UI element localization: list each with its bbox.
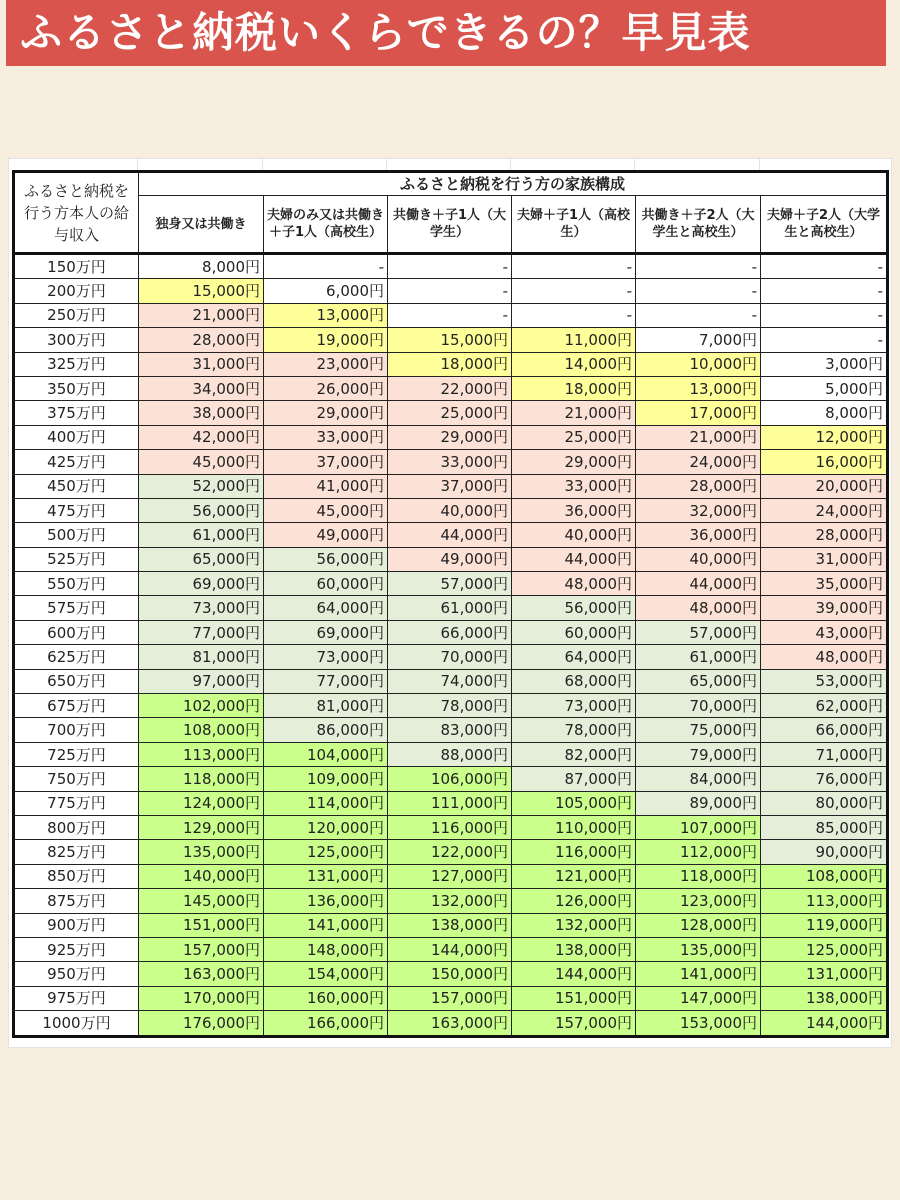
amount-cell: 88,000円 [388, 742, 512, 766]
table-row [14, 303, 888, 327]
amount-cell: 10,000円 [636, 352, 761, 376]
amount-cell: 138,000円 [388, 913, 512, 937]
amount-cell: 157,000円 [388, 986, 512, 1010]
amount-cell: - [761, 303, 888, 327]
amount-cell: 111,000円 [388, 791, 512, 815]
income-cell: 150万円 [14, 254, 139, 279]
amount-cell: 132,000円 [388, 889, 512, 913]
table-row [14, 986, 888, 1010]
amount-cell: 45,000円 [264, 498, 388, 522]
amount-cell: 18,000円 [388, 352, 512, 376]
amount-cell: 31,000円 [139, 352, 264, 376]
amount-cell: 43,000円 [761, 620, 888, 644]
amount-cell: 33,000円 [264, 425, 388, 449]
amount-cell: - [388, 254, 512, 279]
amount-cell: 77,000円 [139, 620, 264, 644]
amount-cell: - [388, 303, 512, 327]
amount-cell: 128,000円 [636, 913, 761, 937]
income-cell: 500万円 [14, 523, 139, 547]
amount-cell: 39,000円 [761, 596, 888, 620]
amount-cell: 25,000円 [512, 425, 636, 449]
amount-cell: 114,000円 [264, 791, 388, 815]
amount-cell: 56,000円 [512, 596, 636, 620]
income-cell: 325万円 [14, 352, 139, 376]
amount-cell: 37,000円 [388, 474, 512, 498]
amount-cell: 29,000円 [264, 401, 388, 425]
amount-cell: 147,000円 [636, 986, 761, 1010]
amount-cell: 45,000円 [139, 450, 264, 474]
amount-cell: 33,000円 [388, 450, 512, 474]
amount-cell: 6,000円 [264, 279, 388, 303]
amount-cell: 126,000円 [512, 889, 636, 913]
table-row [14, 669, 888, 693]
amount-cell: 20,000円 [761, 474, 888, 498]
column-header: 夫婦＋子1人（高校生） [512, 196, 636, 254]
amount-cell: 107,000円 [636, 815, 761, 839]
table-row [14, 1011, 888, 1036]
amount-cell: 69,000円 [264, 620, 388, 644]
amount-cell: 26,000円 [264, 376, 388, 400]
amount-cell: 36,000円 [636, 523, 761, 547]
amount-cell: 124,000円 [139, 791, 264, 815]
amount-cell: - [264, 254, 388, 279]
amount-cell: 74,000円 [388, 669, 512, 693]
amount-cell: 14,000円 [512, 352, 636, 376]
table-row [14, 376, 888, 400]
amount-cell: 44,000円 [512, 547, 636, 571]
amount-cell: 65,000円 [636, 669, 761, 693]
amount-cell: 166,000円 [264, 1011, 388, 1036]
amount-cell: 87,000円 [512, 767, 636, 791]
amount-cell: 16,000円 [761, 450, 888, 474]
table-row [14, 474, 888, 498]
amount-cell: 42,000円 [139, 425, 264, 449]
amount-cell: 85,000円 [761, 815, 888, 839]
amount-cell: 28,000円 [139, 328, 264, 352]
amount-cell: 97,000円 [139, 669, 264, 693]
sheet-gridline [262, 158, 263, 170]
table-row [14, 523, 888, 547]
income-cell: 675万円 [14, 694, 139, 718]
sheet-gridline [8, 158, 9, 1048]
amount-cell: 109,000円 [264, 767, 388, 791]
amount-cell: 140,000円 [139, 864, 264, 888]
amount-cell: 49,000円 [388, 547, 512, 571]
amount-cell: 78,000円 [388, 694, 512, 718]
table-body [14, 254, 888, 1037]
amount-cell: 170,000円 [139, 986, 264, 1010]
amount-cell: 110,000円 [512, 815, 636, 839]
amount-cell: 80,000円 [761, 791, 888, 815]
table-row [14, 572, 888, 596]
amount-cell: - [636, 254, 761, 279]
income-cell: 375万円 [14, 401, 139, 425]
amount-cell: 105,000円 [512, 791, 636, 815]
table-row [14, 254, 888, 279]
amount-cell: 135,000円 [636, 937, 761, 961]
amount-cell: 70,000円 [388, 645, 512, 669]
amount-cell: 131,000円 [761, 962, 888, 986]
amount-cell: 116,000円 [512, 840, 636, 864]
amount-cell: 61,000円 [636, 645, 761, 669]
table-row [14, 913, 888, 937]
amount-cell: 29,000円 [512, 450, 636, 474]
amount-cell: 21,000円 [512, 401, 636, 425]
amount-cell: 144,000円 [761, 1011, 888, 1036]
table-row [14, 767, 888, 791]
amount-cell: 163,000円 [139, 962, 264, 986]
table-row [14, 620, 888, 644]
amount-cell: 44,000円 [388, 523, 512, 547]
amount-cell: 57,000円 [636, 620, 761, 644]
sheet-gridline [759, 158, 760, 170]
amount-cell: 77,000円 [264, 669, 388, 693]
amount-cell: 89,000円 [636, 791, 761, 815]
income-cell: 475万円 [14, 498, 139, 522]
amount-cell: 61,000円 [139, 523, 264, 547]
amount-cell: 160,000円 [264, 986, 388, 1010]
page-title: ふるさと納税いくらできるの？早見表 [20, 8, 751, 57]
amount-cell: - [512, 303, 636, 327]
amount-cell: 125,000円 [761, 937, 888, 961]
amount-cell: 113,000円 [761, 889, 888, 913]
amount-cell: 150,000円 [388, 962, 512, 986]
amount-cell: 108,000円 [139, 718, 264, 742]
amount-cell: 21,000円 [636, 425, 761, 449]
amount-cell: 52,000円 [139, 474, 264, 498]
amount-cell: 61,000円 [388, 596, 512, 620]
income-cell: 400万円 [14, 425, 139, 449]
amount-cell: 131,000円 [264, 864, 388, 888]
amount-cell: - [761, 254, 888, 279]
table-row [14, 352, 888, 376]
amount-cell: 163,000円 [388, 1011, 512, 1036]
column-header: 夫婦のみ又は共働き＋子1人（高校生） [264, 196, 388, 254]
donation-table [12, 170, 889, 1038]
amount-cell: 151,000円 [512, 986, 636, 1010]
income-cell: 625万円 [14, 645, 139, 669]
amount-cell: 83,000円 [388, 718, 512, 742]
income-cell: 350万円 [14, 376, 139, 400]
amount-cell: 40,000円 [636, 547, 761, 571]
sheet-gridline [386, 158, 387, 170]
income-cell: 900万円 [14, 913, 139, 937]
amount-cell: 8,000円 [139, 254, 264, 279]
amount-cell: 22,000円 [388, 376, 512, 400]
amount-cell: 18,000円 [512, 376, 636, 400]
amount-cell: 136,000円 [264, 889, 388, 913]
amount-cell: 73,000円 [512, 694, 636, 718]
amount-cell: 148,000円 [264, 937, 388, 961]
amount-cell: 28,000円 [761, 523, 888, 547]
amount-cell: 81,000円 [139, 645, 264, 669]
amount-cell: 84,000円 [636, 767, 761, 791]
amount-cell: 118,000円 [139, 767, 264, 791]
amount-cell: 40,000円 [512, 523, 636, 547]
amount-cell: 25,000円 [388, 401, 512, 425]
income-cell: 200万円 [14, 279, 139, 303]
table-row [14, 596, 888, 620]
table-row [14, 645, 888, 669]
amount-cell: 113,000円 [139, 742, 264, 766]
amount-cell: 23,000円 [264, 352, 388, 376]
amount-cell: 34,000円 [139, 376, 264, 400]
amount-cell: 129,000円 [139, 815, 264, 839]
amount-cell: 73,000円 [264, 645, 388, 669]
amount-cell: 8,000円 [761, 401, 888, 425]
income-cell: 825万円 [14, 840, 139, 864]
amount-cell: 37,000円 [264, 450, 388, 474]
amount-cell: 44,000円 [636, 572, 761, 596]
amount-cell: 125,000円 [264, 840, 388, 864]
amount-cell: 35,000円 [761, 572, 888, 596]
amount-cell: 144,000円 [512, 962, 636, 986]
amount-cell: 48,000円 [761, 645, 888, 669]
amount-cell: 12,000円 [761, 425, 888, 449]
amount-cell: 78,000円 [512, 718, 636, 742]
table-row [14, 425, 888, 449]
amount-cell: - [761, 328, 888, 352]
amount-cell: 81,000円 [264, 694, 388, 718]
table-row [14, 718, 888, 742]
table-row [14, 840, 888, 864]
income-cell: 925万円 [14, 937, 139, 961]
amount-cell: 48,000円 [636, 596, 761, 620]
amount-cell: 7,000円 [636, 328, 761, 352]
amount-cell: 56,000円 [139, 498, 264, 522]
amount-cell: 121,000円 [512, 864, 636, 888]
income-cell: 775万円 [14, 791, 139, 815]
column-header: 独身又は共働き [139, 196, 264, 254]
amount-cell: 82,000円 [512, 742, 636, 766]
income-cell: 800万円 [14, 815, 139, 839]
amount-cell: 28,000円 [636, 474, 761, 498]
amount-cell: 66,000円 [761, 718, 888, 742]
amount-cell: - [761, 279, 888, 303]
amount-cell: 68,000円 [512, 669, 636, 693]
amount-cell: 24,000円 [636, 450, 761, 474]
table-row [14, 889, 888, 913]
amount-cell: 56,000円 [264, 547, 388, 571]
income-column-header: ふるさと納税を行う方本人の給与収入 [14, 172, 139, 254]
amount-cell: 64,000円 [512, 645, 636, 669]
amount-cell: 79,000円 [636, 742, 761, 766]
amount-cell: 71,000円 [761, 742, 888, 766]
amount-cell: 102,000円 [139, 694, 264, 718]
amount-cell: 119,000円 [761, 913, 888, 937]
amount-cell: 116,000円 [388, 815, 512, 839]
amount-cell: 13,000円 [636, 376, 761, 400]
income-cell: 300万円 [14, 328, 139, 352]
column-header: 共働き＋子1人（大学生） [388, 196, 512, 254]
amount-cell: 62,000円 [761, 694, 888, 718]
amount-cell: 48,000円 [512, 572, 636, 596]
sheet-gridline [510, 158, 511, 170]
amount-cell: 40,000円 [388, 498, 512, 522]
amount-cell: 138,000円 [512, 937, 636, 961]
amount-cell: 76,000円 [761, 767, 888, 791]
amount-cell: 15,000円 [388, 328, 512, 352]
amount-cell: 60,000円 [264, 572, 388, 596]
amount-cell: 64,000円 [264, 596, 388, 620]
amount-cell: 176,000円 [139, 1011, 264, 1036]
table-row [14, 937, 888, 961]
amount-cell: 141,000円 [636, 962, 761, 986]
sheet-gridline [891, 158, 892, 1048]
table-row [14, 694, 888, 718]
income-cell: 850万円 [14, 864, 139, 888]
table-row [14, 547, 888, 571]
amount-cell: 11,000円 [512, 328, 636, 352]
amount-cell: 17,000円 [636, 401, 761, 425]
amount-cell: 154,000円 [264, 962, 388, 986]
amount-cell: 36,000円 [512, 498, 636, 522]
table-row [14, 742, 888, 766]
table-row [14, 328, 888, 352]
amount-cell: 157,000円 [512, 1011, 636, 1036]
income-cell: 250万円 [14, 303, 139, 327]
amount-cell: 123,000円 [636, 889, 761, 913]
table-row [14, 450, 888, 474]
amount-cell: 29,000円 [388, 425, 512, 449]
table-row [14, 815, 888, 839]
income-cell: 600万円 [14, 620, 139, 644]
amount-cell: 153,000円 [636, 1011, 761, 1036]
income-cell: 700万円 [14, 718, 139, 742]
amount-cell: 135,000円 [139, 840, 264, 864]
amount-cell: 120,000円 [264, 815, 388, 839]
amount-cell: 19,000円 [264, 328, 388, 352]
amount-cell: 33,000円 [512, 474, 636, 498]
amount-cell: 69,000円 [139, 572, 264, 596]
amount-cell: 141,000円 [264, 913, 388, 937]
column-header: 共働き＋子2人（大学生と高校生） [636, 196, 761, 254]
amount-cell: 5,000円 [761, 376, 888, 400]
amount-cell: 53,000円 [761, 669, 888, 693]
amount-cell: 108,000円 [761, 864, 888, 888]
title-banner [6, 0, 886, 66]
table-row [14, 401, 888, 425]
amount-cell: - [512, 254, 636, 279]
income-cell: 525万円 [14, 547, 139, 571]
amount-cell: 38,000円 [139, 401, 264, 425]
amount-cell: 73,000円 [139, 596, 264, 620]
income-cell: 575万円 [14, 596, 139, 620]
income-cell: 950万円 [14, 962, 139, 986]
amount-cell: 60,000円 [512, 620, 636, 644]
amount-cell: 118,000円 [636, 864, 761, 888]
amount-cell: 122,000円 [388, 840, 512, 864]
income-cell: 875万円 [14, 889, 139, 913]
income-cell: 1000万円 [14, 1011, 139, 1036]
amount-cell: 21,000円 [139, 303, 264, 327]
table-row [14, 279, 888, 303]
income-cell: 725万円 [14, 742, 139, 766]
income-cell: 550万円 [14, 572, 139, 596]
amount-cell: - [388, 279, 512, 303]
table-row [14, 791, 888, 815]
amount-cell: 31,000円 [761, 547, 888, 571]
amount-cell: 70,000円 [636, 694, 761, 718]
income-cell: 975万円 [14, 986, 139, 1010]
sheet-gridline [8, 1047, 892, 1048]
amount-cell: 90,000円 [761, 840, 888, 864]
income-cell: 650万円 [14, 669, 139, 693]
amount-cell: 86,000円 [264, 718, 388, 742]
table-row [14, 962, 888, 986]
column-header: 夫婦＋子2人（大学生と高校生） [761, 196, 888, 254]
amount-cell: 65,000円 [139, 547, 264, 571]
amount-cell: 57,000円 [388, 572, 512, 596]
amount-cell: 106,000円 [388, 767, 512, 791]
family-group-header: ふるさと納税を行う方の家族構成 [139, 172, 888, 196]
amount-cell: 24,000円 [761, 498, 888, 522]
table-row [14, 498, 888, 522]
amount-cell: 132,000円 [512, 913, 636, 937]
amount-cell: 157,000円 [139, 937, 264, 961]
amount-cell: 75,000円 [636, 718, 761, 742]
amount-cell: 49,000円 [264, 523, 388, 547]
amount-cell: 41,000円 [264, 474, 388, 498]
amount-cell: 145,000円 [139, 889, 264, 913]
amount-cell: 15,000円 [139, 279, 264, 303]
income-cell: 425万円 [14, 450, 139, 474]
amount-cell: - [512, 279, 636, 303]
table-row [14, 864, 888, 888]
amount-cell: - [636, 303, 761, 327]
income-cell: 750万円 [14, 767, 139, 791]
amount-cell: 151,000円 [139, 913, 264, 937]
amount-cell: 127,000円 [388, 864, 512, 888]
amount-cell: 66,000円 [388, 620, 512, 644]
amount-cell: 3,000円 [761, 352, 888, 376]
amount-cell: 104,000円 [264, 742, 388, 766]
amount-cell: 13,000円 [264, 303, 388, 327]
amount-cell: - [636, 279, 761, 303]
amount-cell: 32,000円 [636, 498, 761, 522]
amount-cell: 144,000円 [388, 937, 512, 961]
sheet-gridline [137, 158, 138, 170]
sheet-gridline [634, 158, 635, 170]
amount-cell: 112,000円 [636, 840, 761, 864]
amount-cell: 138,000円 [761, 986, 888, 1010]
income-cell: 450万円 [14, 474, 139, 498]
